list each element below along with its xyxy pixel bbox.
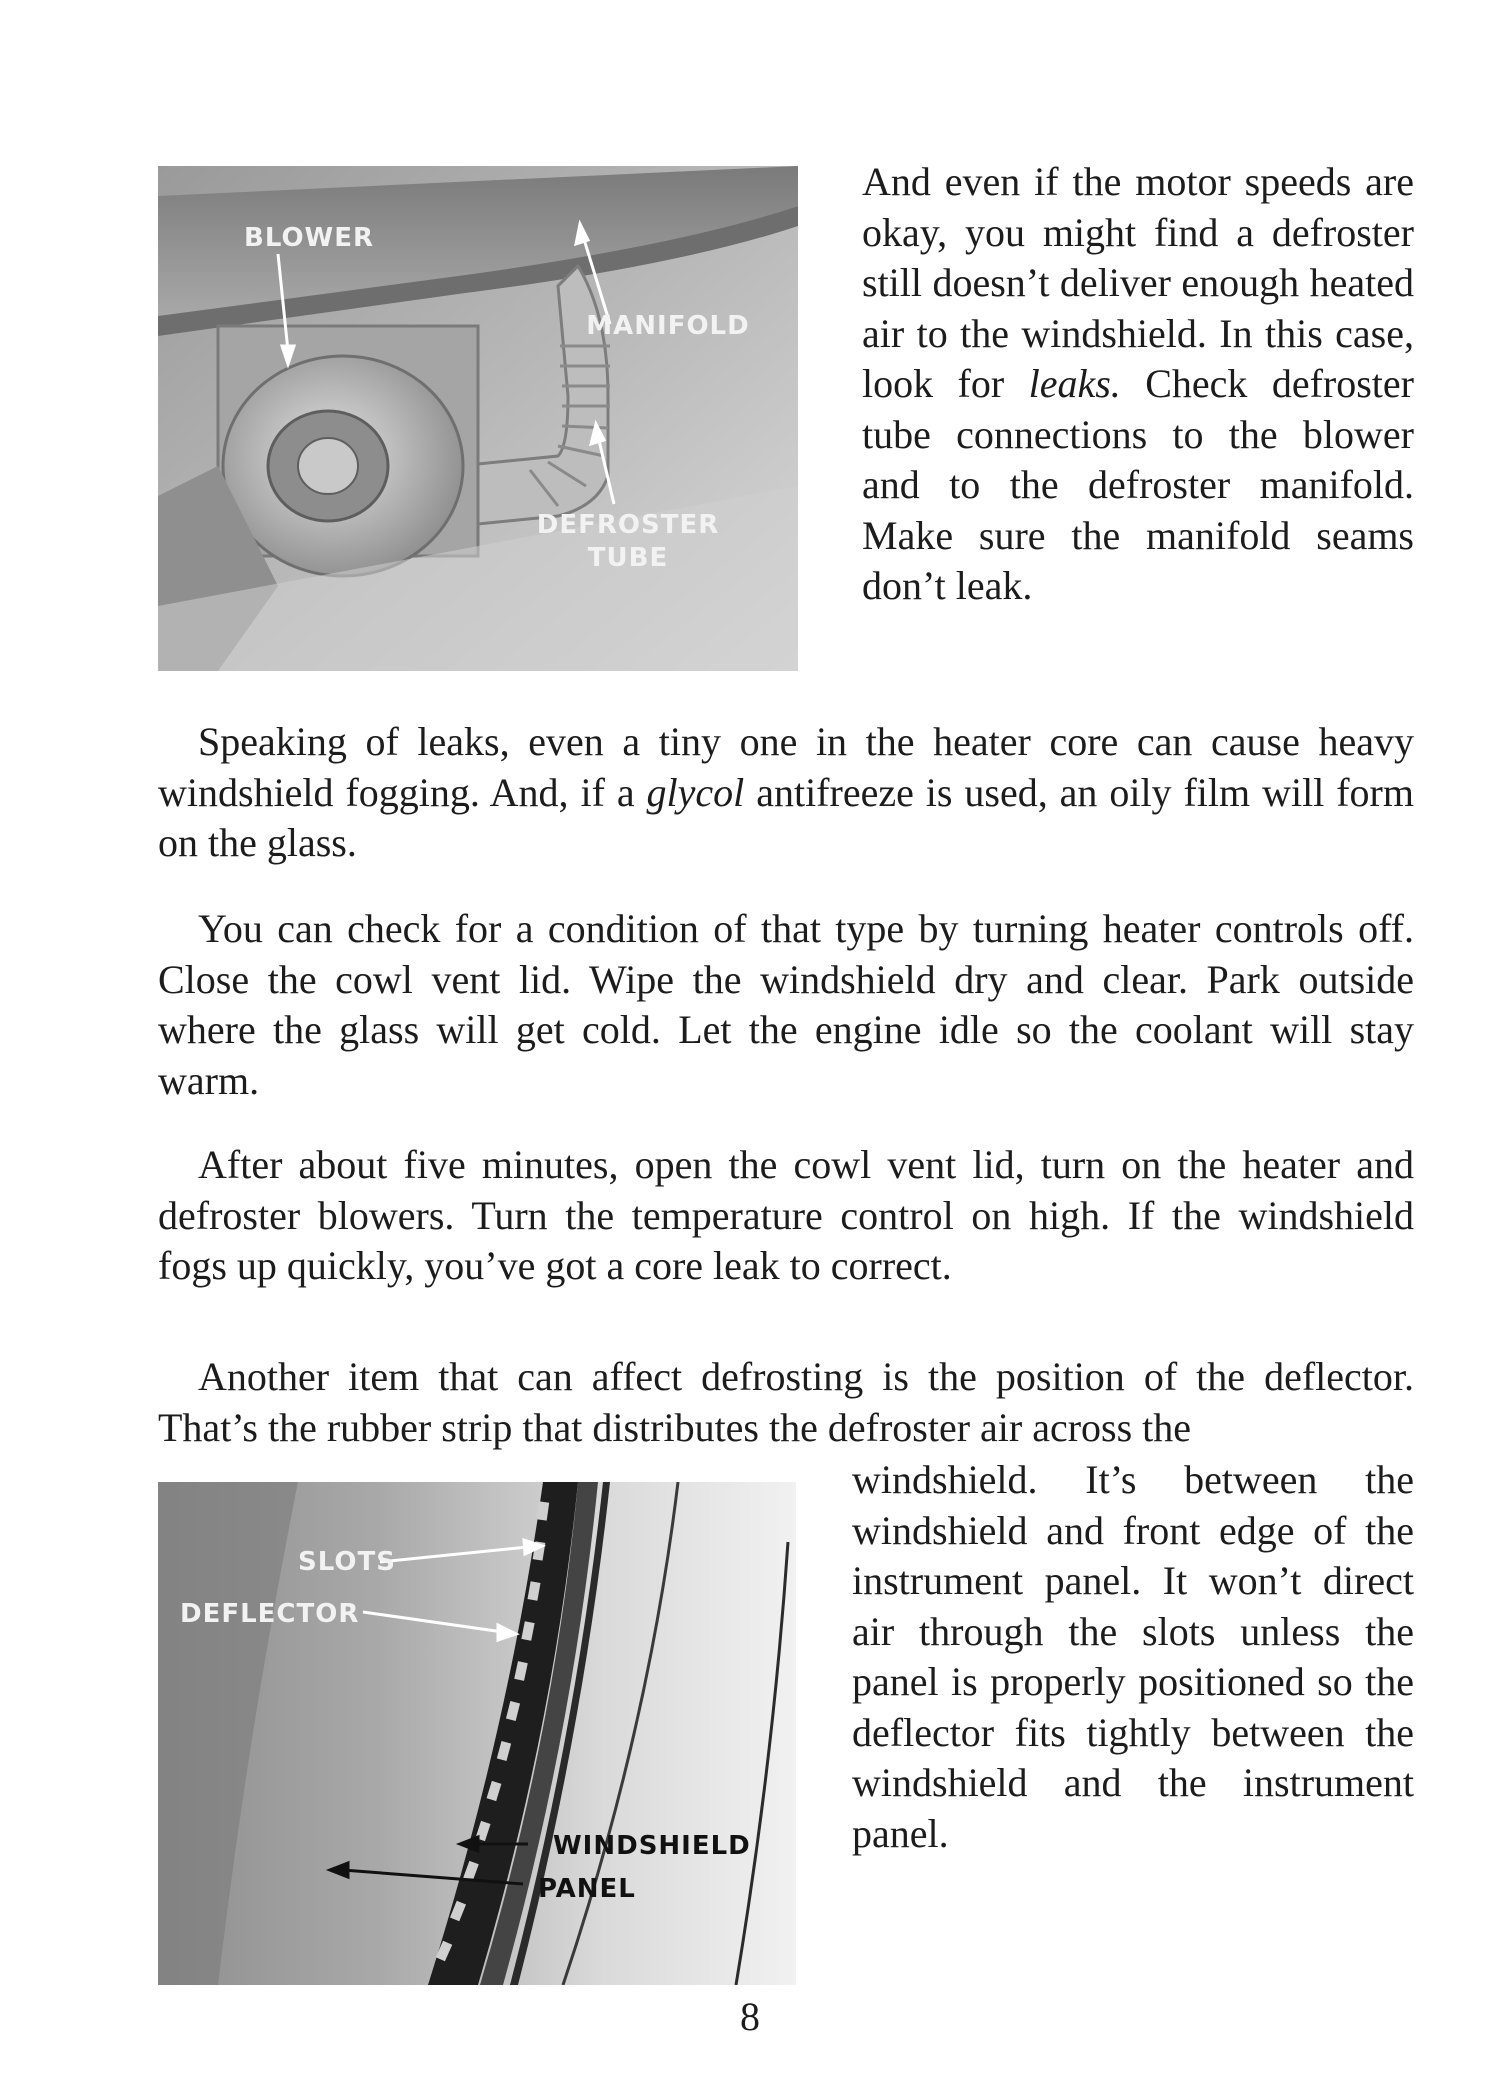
paragraph-deflector-continued: windshield. It’s between the windshield and front edge of the instrument panel. It won’t direct air through the slots unless the panel is properly positioned so the deflector fits tightly between the windshield and the instrument panel. xyxy=(852,1457,1414,1856)
deflector-photo xyxy=(158,1482,796,1985)
slots-label: SLOTS xyxy=(298,1547,396,1577)
manifold-label: MANIFOLD xyxy=(586,311,750,341)
paragraph-check-condition: You can check for a condition of that type by turning heater controls off. Close the cowl vent lid. Wipe the windshield dry and clear. Park outside where the glass will get cold. Let the engine idle so the coolant will stay warm. xyxy=(158,906,1414,1103)
paragraph-five-minutes: After about five minutes, open the cowl vent lid, turn on the heater and defroster blowers. Turn the temperature control on high. If the windshield fogs up quickly, you’ve got a core leak to correct. xyxy=(158,1142,1414,1288)
paragraph-leaks-intro: And even if the motor speeds are okay, you might find a defroster still doesn’t deliver enough heated air to the windshield. In this case, look for leaks. Check defroster tube connections to the blower and to the defroster manifold. Make sure the manifold seams don’t leak. xyxy=(862,159,1414,608)
panel-label: PANEL xyxy=(538,1874,636,1904)
paragraph-deflector: Another item that can affect defrosting is the position of the deflector. That’s the rubber strip that distributes the defroster air across the xyxy=(158,1354,1414,1450)
windshield-label: WINDSHIELD xyxy=(553,1831,751,1861)
defroster-label: DEFROSTER xyxy=(536,510,720,540)
blower-label: BLOWER xyxy=(244,223,375,253)
deflector-label: DEFLECTOR xyxy=(180,1599,360,1629)
paragraph-heater-core: Speaking of leaks, even a tiny one in the heater core can cause heavy windshield fogging. And, if a glycol antifreeze is used, an oily film will form on the glass. xyxy=(158,719,1414,865)
blower-manifold-photo xyxy=(158,166,798,671)
tube-label: TUBE xyxy=(587,543,669,573)
page-number: 8 xyxy=(740,1994,760,2039)
